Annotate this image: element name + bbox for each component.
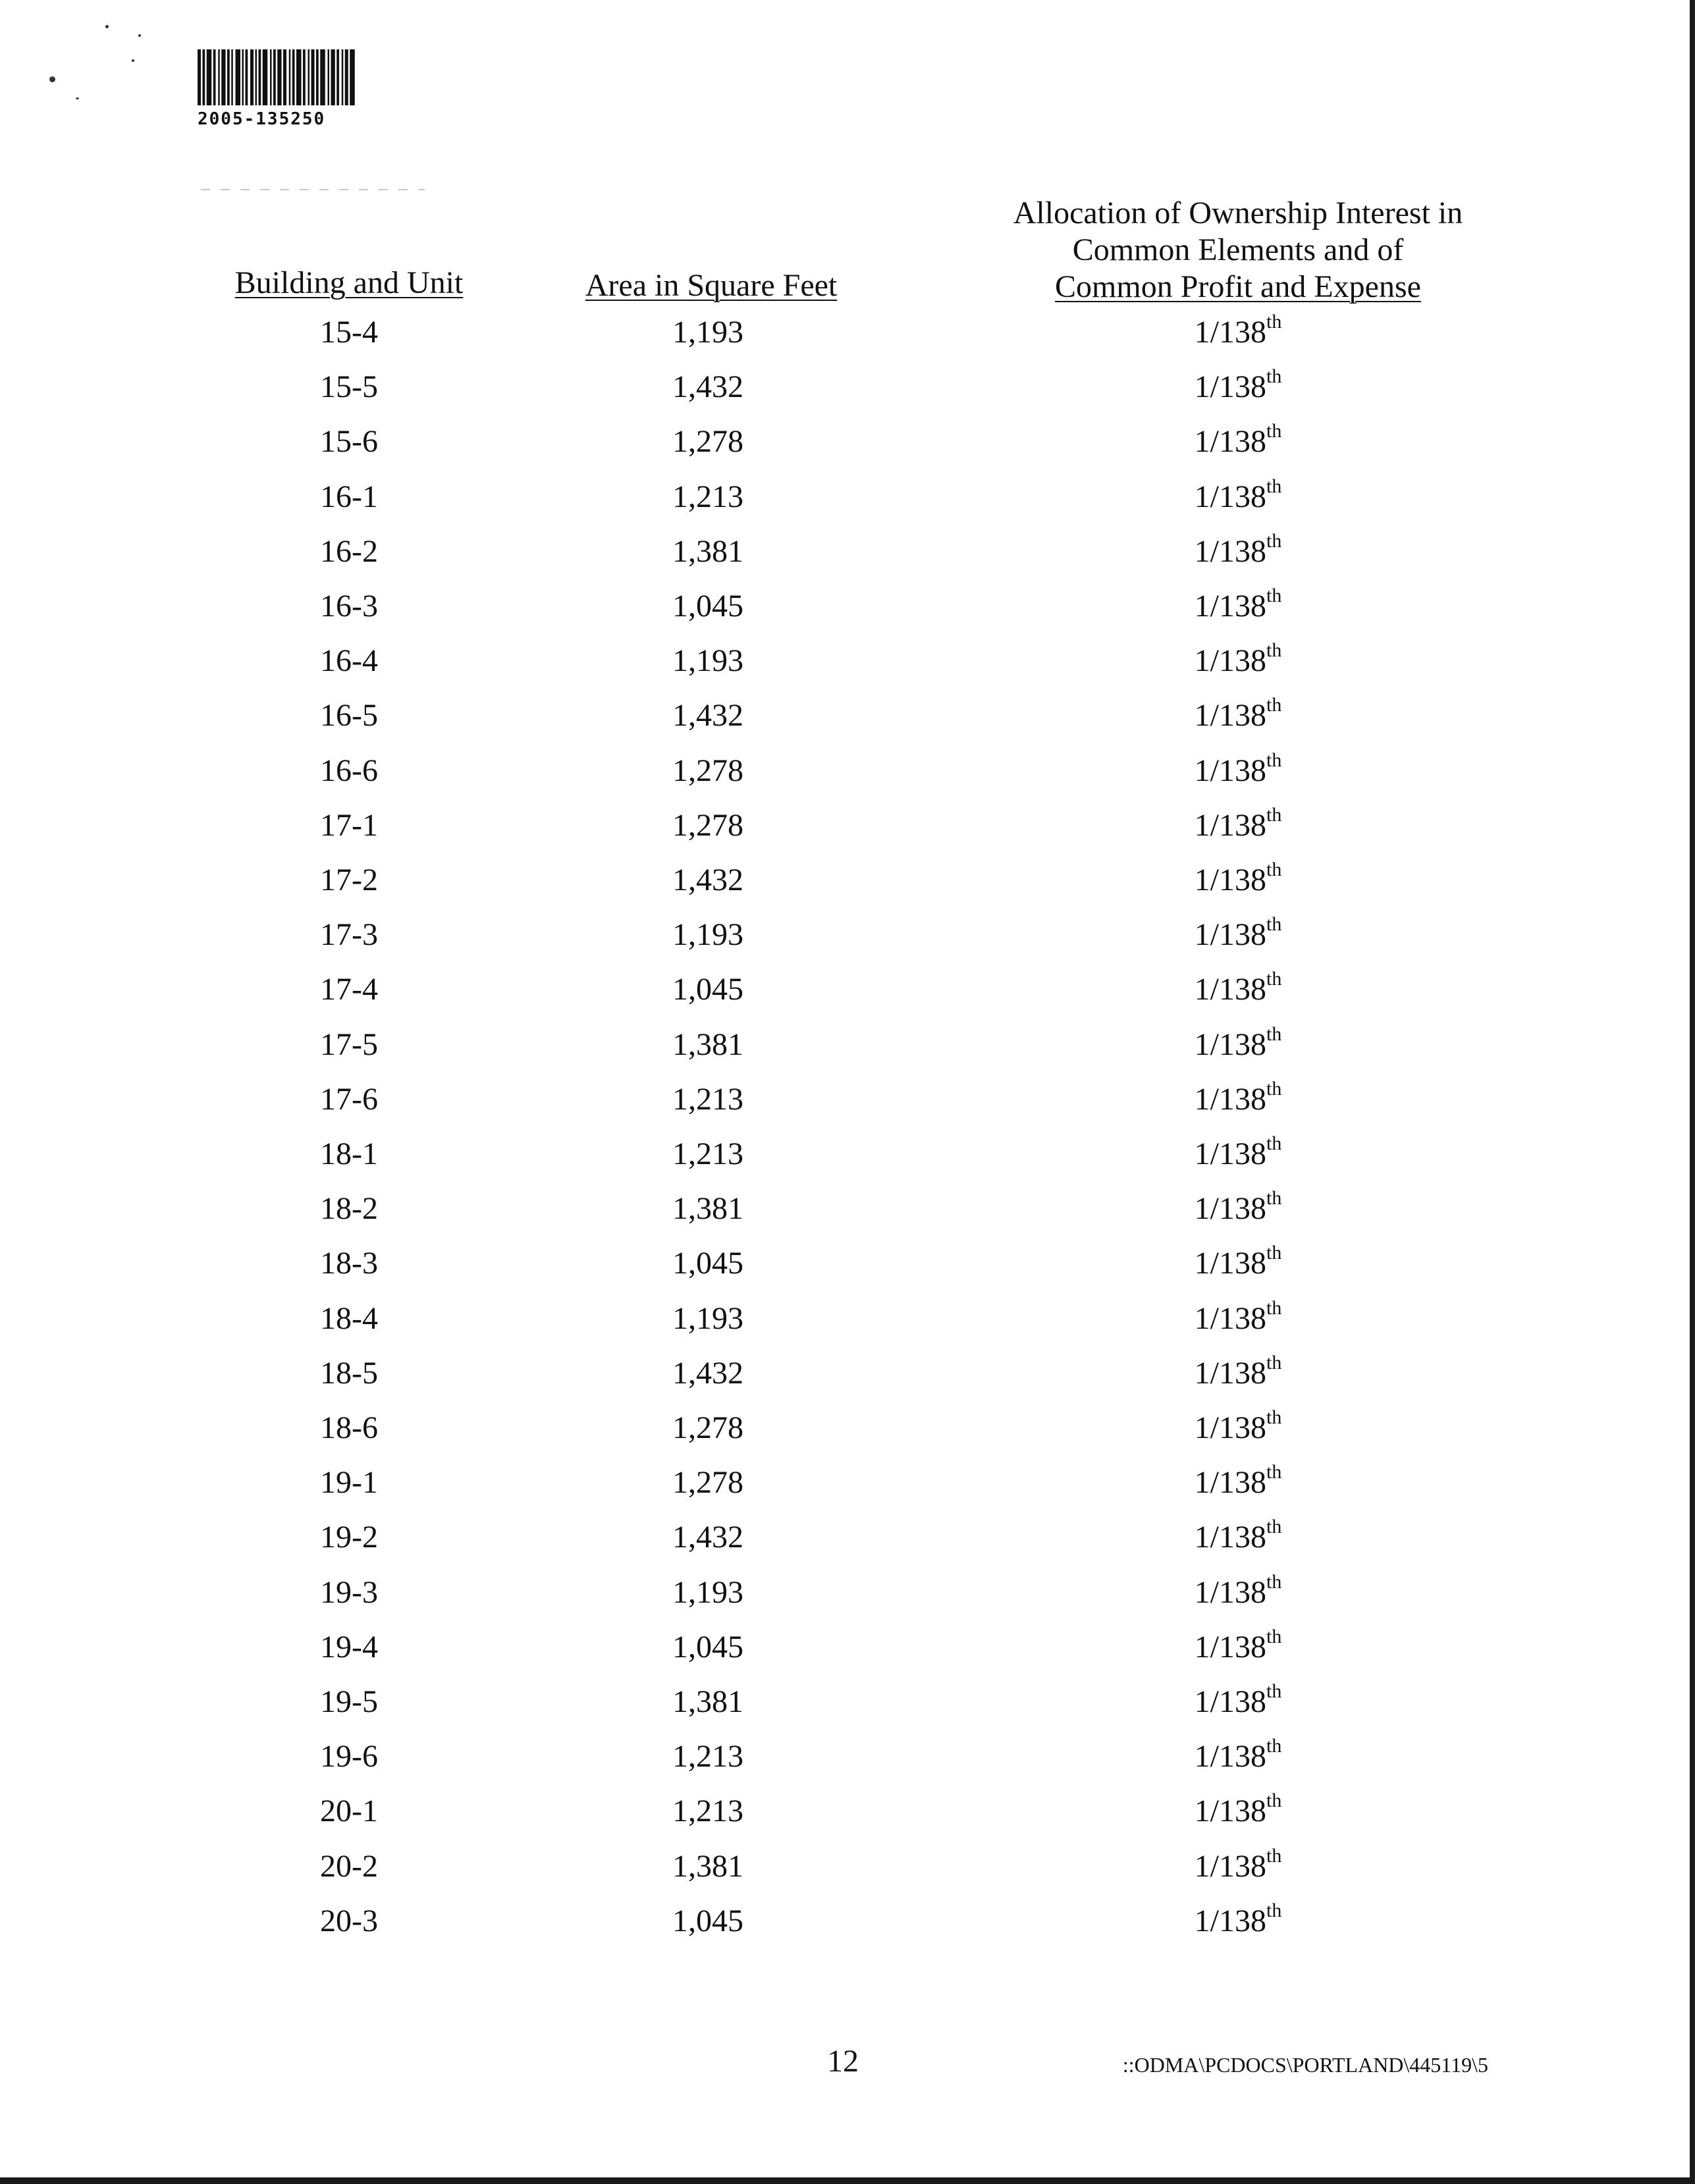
barcode-bar	[328, 49, 330, 105]
barcode-bar	[345, 49, 348, 105]
unit-cell: 17-3	[320, 917, 378, 952]
allocation-suffix: th	[1266, 1461, 1282, 1483]
allocation-suffix: th	[1266, 1242, 1282, 1264]
table-row	[0, 367, 1695, 407]
allocation-suffix: th	[1266, 859, 1282, 880]
table-row	[0, 422, 1695, 462]
allocation-suffix: th	[1266, 1900, 1282, 1921]
barcode-bar	[292, 49, 295, 105]
unit-cell: 16-4	[320, 643, 378, 678]
unit-cell: 16-3	[320, 589, 378, 624]
area-cell: 1,213	[672, 1136, 743, 1171]
table-row	[0, 1792, 1695, 1831]
allocation-suffix: th	[1266, 585, 1282, 606]
allocation-cell	[1133, 313, 1343, 352]
allocation-suffix: th	[1266, 1516, 1282, 1537]
unit-cell: 18-5	[320, 1356, 378, 1391]
allocation-value: 1/138	[1194, 1794, 1266, 1828]
allocation-cell	[1133, 861, 1343, 900]
header-area: Area in Square Feet	[585, 268, 838, 303]
barcode-bar	[277, 49, 281, 105]
barcode-bar	[342, 49, 344, 105]
barcode-bar	[256, 49, 257, 105]
allocation-suffix: th	[1266, 1571, 1282, 1593]
allocation-suffix: th	[1266, 804, 1282, 826]
allocation-suffix: th	[1266, 1078, 1282, 1100]
unit-cell: 18-3	[320, 1246, 378, 1281]
allocation-value: 1/138	[1194, 863, 1266, 897]
allocation-value: 1/138	[1194, 1684, 1266, 1719]
area-cell: 1,381	[672, 1191, 743, 1226]
unit-cell: 19-4	[320, 1630, 378, 1665]
allocation-suffix: th	[1266, 1023, 1282, 1045]
unit-cell: 20-3	[320, 1904, 378, 1938]
barcode-bar	[250, 49, 254, 105]
unit-cell: 19-2	[320, 1520, 378, 1555]
allocation-value: 1/138	[1194, 1410, 1266, 1445]
unit-cell: 18-1	[320, 1136, 378, 1171]
allocation-suffix: th	[1266, 365, 1282, 387]
unit-cell: 19-3	[320, 1575, 378, 1610]
allocation-value: 1/138	[1194, 1191, 1266, 1226]
table-row	[0, 641, 1695, 681]
barcode-bar	[283, 49, 286, 105]
allocation-suffix: th	[1266, 1297, 1282, 1319]
allocation-suffix: th	[1266, 1187, 1282, 1209]
barcode-bar	[231, 49, 233, 105]
allocation-cell	[1133, 1189, 1343, 1229]
area-cell: 1,432	[672, 369, 743, 404]
area-cell: 1,381	[672, 1684, 743, 1719]
table-row	[0, 1080, 1695, 1119]
table-row	[0, 1025, 1695, 1065]
allocation-value: 1/138	[1194, 1904, 1266, 1938]
table-row	[0, 1189, 1695, 1229]
table-row	[0, 1408, 1695, 1448]
allocation-value: 1/138	[1194, 1630, 1266, 1665]
allocation-value: 1/138	[1194, 753, 1266, 788]
allocation-suffix: th	[1266, 530, 1282, 552]
barcode-bar	[198, 49, 201, 105]
allocation-cell	[1133, 1080, 1343, 1119]
area-cell: 1,193	[672, 1301, 743, 1336]
unit-cell: 15-6	[320, 424, 378, 459]
area-cell: 1,432	[672, 1520, 743, 1555]
allocation-value: 1/138	[1194, 1246, 1266, 1281]
area-cell: 1,381	[672, 1849, 743, 1884]
area-cell: 1,278	[672, 1465, 743, 1500]
table-row	[0, 751, 1695, 791]
table-row	[0, 696, 1695, 735]
area-cell: 1,432	[672, 1356, 743, 1391]
allocation-value: 1/138	[1194, 972, 1266, 1007]
area-cell: 1,193	[672, 917, 743, 952]
allocation-suffix: th	[1266, 1735, 1282, 1757]
allocation-value: 1/138	[1194, 534, 1266, 569]
allocation-value: 1/138	[1194, 1082, 1266, 1117]
allocation-suffix: th	[1266, 1406, 1282, 1428]
unit-cell: 18-2	[320, 1191, 378, 1226]
table-row	[0, 1902, 1695, 1941]
allocation-value: 1/138	[1194, 424, 1266, 459]
allocation-value: 1/138	[1194, 1356, 1266, 1391]
allocation-cell	[1133, 1792, 1343, 1831]
allocation-cell	[1133, 1408, 1343, 1448]
barcode-bar	[296, 49, 302, 105]
table-row	[0, 1134, 1695, 1174]
header-allocation	[948, 195, 1528, 306]
unit-cell: 16-5	[320, 698, 378, 733]
allocation-suffix: th	[1266, 420, 1282, 442]
table-row	[0, 532, 1695, 572]
allocation-value: 1/138	[1194, 369, 1266, 404]
allocation-value: 1/138	[1194, 1465, 1266, 1500]
allocation-suffix: th	[1266, 1845, 1282, 1867]
scan-speck	[49, 76, 55, 82]
allocation-cell	[1133, 696, 1343, 735]
allocation-cell	[1133, 1299, 1343, 1339]
allocation-suffix: th	[1266, 1626, 1282, 1647]
unit-cell: 20-1	[320, 1794, 378, 1828]
allocation-cell	[1133, 477, 1343, 517]
table-row	[0, 1847, 1695, 1886]
area-cell: 1,045	[672, 1630, 743, 1665]
header-allocation-line2: Common Elements and of	[1072, 232, 1404, 267]
barcode-bar	[203, 49, 205, 105]
table-row	[0, 477, 1695, 517]
allocation-suffix: th	[1266, 1352, 1282, 1373]
allocation-value: 1/138	[1194, 479, 1266, 514]
area-cell: 1,278	[672, 1410, 743, 1445]
barcode-bar	[218, 49, 220, 105]
area-cell: 1,193	[672, 1575, 743, 1610]
unit-cell: 18-4	[320, 1301, 378, 1336]
unit-cell: 16-1	[320, 479, 378, 514]
allocation-cell	[1133, 970, 1343, 1009]
allocation-cell	[1133, 1573, 1343, 1612]
page-number: 12	[827, 2044, 859, 2079]
unit-cell: 19-5	[320, 1684, 378, 1719]
area-cell: 1,432	[672, 863, 743, 897]
unit-cell: 17-4	[320, 972, 378, 1007]
allocation-cell	[1133, 1628, 1343, 1667]
allocation-cell	[1133, 367, 1343, 407]
table-row	[0, 1244, 1695, 1283]
allocation-value: 1/138	[1194, 1520, 1266, 1555]
barcode-bar	[221, 49, 225, 105]
scan-speck	[76, 97, 79, 99]
table-row	[0, 1463, 1695, 1503]
barcode-bar	[303, 49, 306, 105]
barcode-bar	[270, 49, 272, 105]
unit-cell: 19-1	[320, 1465, 378, 1500]
table-row	[0, 587, 1695, 626]
area-cell: 1,381	[672, 534, 743, 569]
area-cell: 1,045	[672, 1246, 743, 1281]
faint-dashed-line	[201, 189, 425, 190]
barcode-bar	[207, 49, 212, 105]
allocation-suffix: th	[1266, 475, 1282, 497]
barcode-bar	[350, 49, 355, 105]
unit-cell: 15-4	[320, 315, 378, 350]
allocation-cell	[1133, 751, 1343, 791]
allocation-cell	[1133, 1737, 1343, 1776]
barcode-image	[198, 49, 497, 105]
unit-cell: 17-1	[320, 808, 378, 843]
allocation-suffix: th	[1266, 749, 1282, 771]
scan-speck	[105, 25, 109, 28]
area-cell: 1,213	[672, 1794, 743, 1828]
allocation-value: 1/138	[1194, 1739, 1266, 1774]
barcode-bar	[227, 49, 230, 105]
unit-cell: 17-5	[320, 1027, 378, 1062]
allocation-value: 1/138	[1194, 808, 1266, 843]
area-cell: 1,193	[672, 643, 743, 678]
unit-cell: 19-6	[320, 1739, 378, 1774]
table-row	[0, 1682, 1695, 1722]
area-cell: 1,381	[672, 1027, 743, 1062]
area-cell: 1,045	[672, 589, 743, 624]
allocation-value: 1/138	[1194, 1027, 1266, 1062]
barcode-bar	[308, 49, 310, 105]
allocation-cell	[1133, 422, 1343, 462]
area-cell: 1,213	[672, 1082, 743, 1117]
allocation-cell	[1133, 1682, 1343, 1722]
table-row	[0, 1628, 1695, 1667]
unit-cell: 18-6	[320, 1410, 378, 1445]
area-cell: 1,045	[672, 972, 743, 1007]
allocation-cell	[1133, 532, 1343, 572]
area-cell: 1,213	[672, 1739, 743, 1774]
barcode-bar	[331, 49, 335, 105]
allocation-cell	[1133, 641, 1343, 681]
unit-cell: 15-5	[320, 369, 378, 404]
barcode-bar	[316, 49, 319, 105]
allocation-value: 1/138	[1194, 698, 1266, 733]
allocation-cell	[1133, 915, 1343, 955]
area-cell: 1,278	[672, 424, 743, 459]
allocation-cell	[1133, 1025, 1343, 1065]
barcode-bar	[263, 49, 268, 105]
allocation-cell	[1133, 1244, 1343, 1283]
table-row	[0, 806, 1695, 845]
barcode-number: 2005-135250	[198, 109, 326, 129]
barcode-bar	[236, 49, 241, 105]
area-cell: 1,193	[672, 315, 743, 350]
table-row	[0, 915, 1695, 955]
allocation-cell	[1133, 1463, 1343, 1503]
allocation-value: 1/138	[1194, 643, 1266, 678]
allocation-value: 1/138	[1194, 315, 1266, 350]
allocation-suffix: th	[1266, 1132, 1282, 1154]
table-row	[0, 861, 1695, 900]
barcode-bar	[273, 49, 276, 105]
table-row	[0, 1737, 1695, 1776]
header-building-unit: Building and Unit	[234, 265, 464, 300]
area-cell: 1,213	[672, 479, 743, 514]
unit-cell: 17-6	[320, 1082, 378, 1117]
allocation-value: 1/138	[1194, 1849, 1266, 1884]
allocation-value: 1/138	[1194, 1301, 1266, 1336]
header-allocation-line1: Allocation of Ownership Interest in	[1013, 196, 1463, 230]
allocation-value: 1/138	[1194, 1136, 1266, 1171]
allocation-suffix: th	[1266, 694, 1282, 716]
barcode-bar	[336, 49, 339, 105]
allocation-suffix: th	[1266, 913, 1282, 935]
allocation-suffix: th	[1266, 968, 1282, 990]
area-cell: 1,045	[672, 1904, 743, 1938]
allocation-cell	[1133, 1902, 1343, 1941]
barcode-bar	[213, 49, 216, 105]
table-row	[0, 1354, 1695, 1393]
allocation-cell	[1133, 806, 1343, 845]
unit-cell: 17-2	[320, 863, 378, 897]
allocation-value: 1/138	[1194, 1575, 1266, 1610]
unit-cell: 16-6	[320, 753, 378, 788]
scan-speck	[132, 59, 134, 62]
allocation-cell	[1133, 1134, 1343, 1174]
allocation-suffix: th	[1266, 639, 1282, 661]
area-cell: 1,432	[672, 698, 743, 733]
unit-cell: 16-2	[320, 534, 378, 569]
area-cell: 1,278	[672, 753, 743, 788]
allocation-suffix: th	[1266, 1790, 1282, 1811]
scan-speck	[138, 34, 141, 37]
allocation-cell	[1133, 1518, 1343, 1557]
allocation-cell	[1133, 1847, 1343, 1886]
barcode-bar	[320, 49, 325, 105]
unit-cell: 20-2	[320, 1849, 378, 1884]
allocation-suffix: th	[1266, 311, 1282, 333]
barcode-bar	[246, 49, 248, 105]
header-allocation-line3: Common Profit and Expense	[1055, 269, 1421, 304]
allocation-cell	[1133, 587, 1343, 626]
table-row	[0, 1299, 1695, 1339]
barcode-bar	[311, 49, 315, 105]
barcode-bar	[289, 49, 291, 105]
table-row	[0, 1573, 1695, 1612]
barcode-bar	[242, 49, 244, 105]
barcode-bar	[259, 49, 261, 105]
allocation-value: 1/138	[1194, 917, 1266, 952]
document-path: ::ODMA\PCDOCS\PORTLAND\445119\5	[1122, 2053, 1488, 2077]
allocation-cell	[1133, 1354, 1343, 1393]
allocation-value: 1/138	[1194, 589, 1266, 624]
allocation-suffix: th	[1266, 1680, 1282, 1702]
table-row	[0, 1518, 1695, 1557]
table-row	[0, 970, 1695, 1009]
table-row	[0, 313, 1695, 352]
scan-edge-bottom	[0, 2177, 1695, 2184]
area-cell: 1,278	[672, 808, 743, 843]
